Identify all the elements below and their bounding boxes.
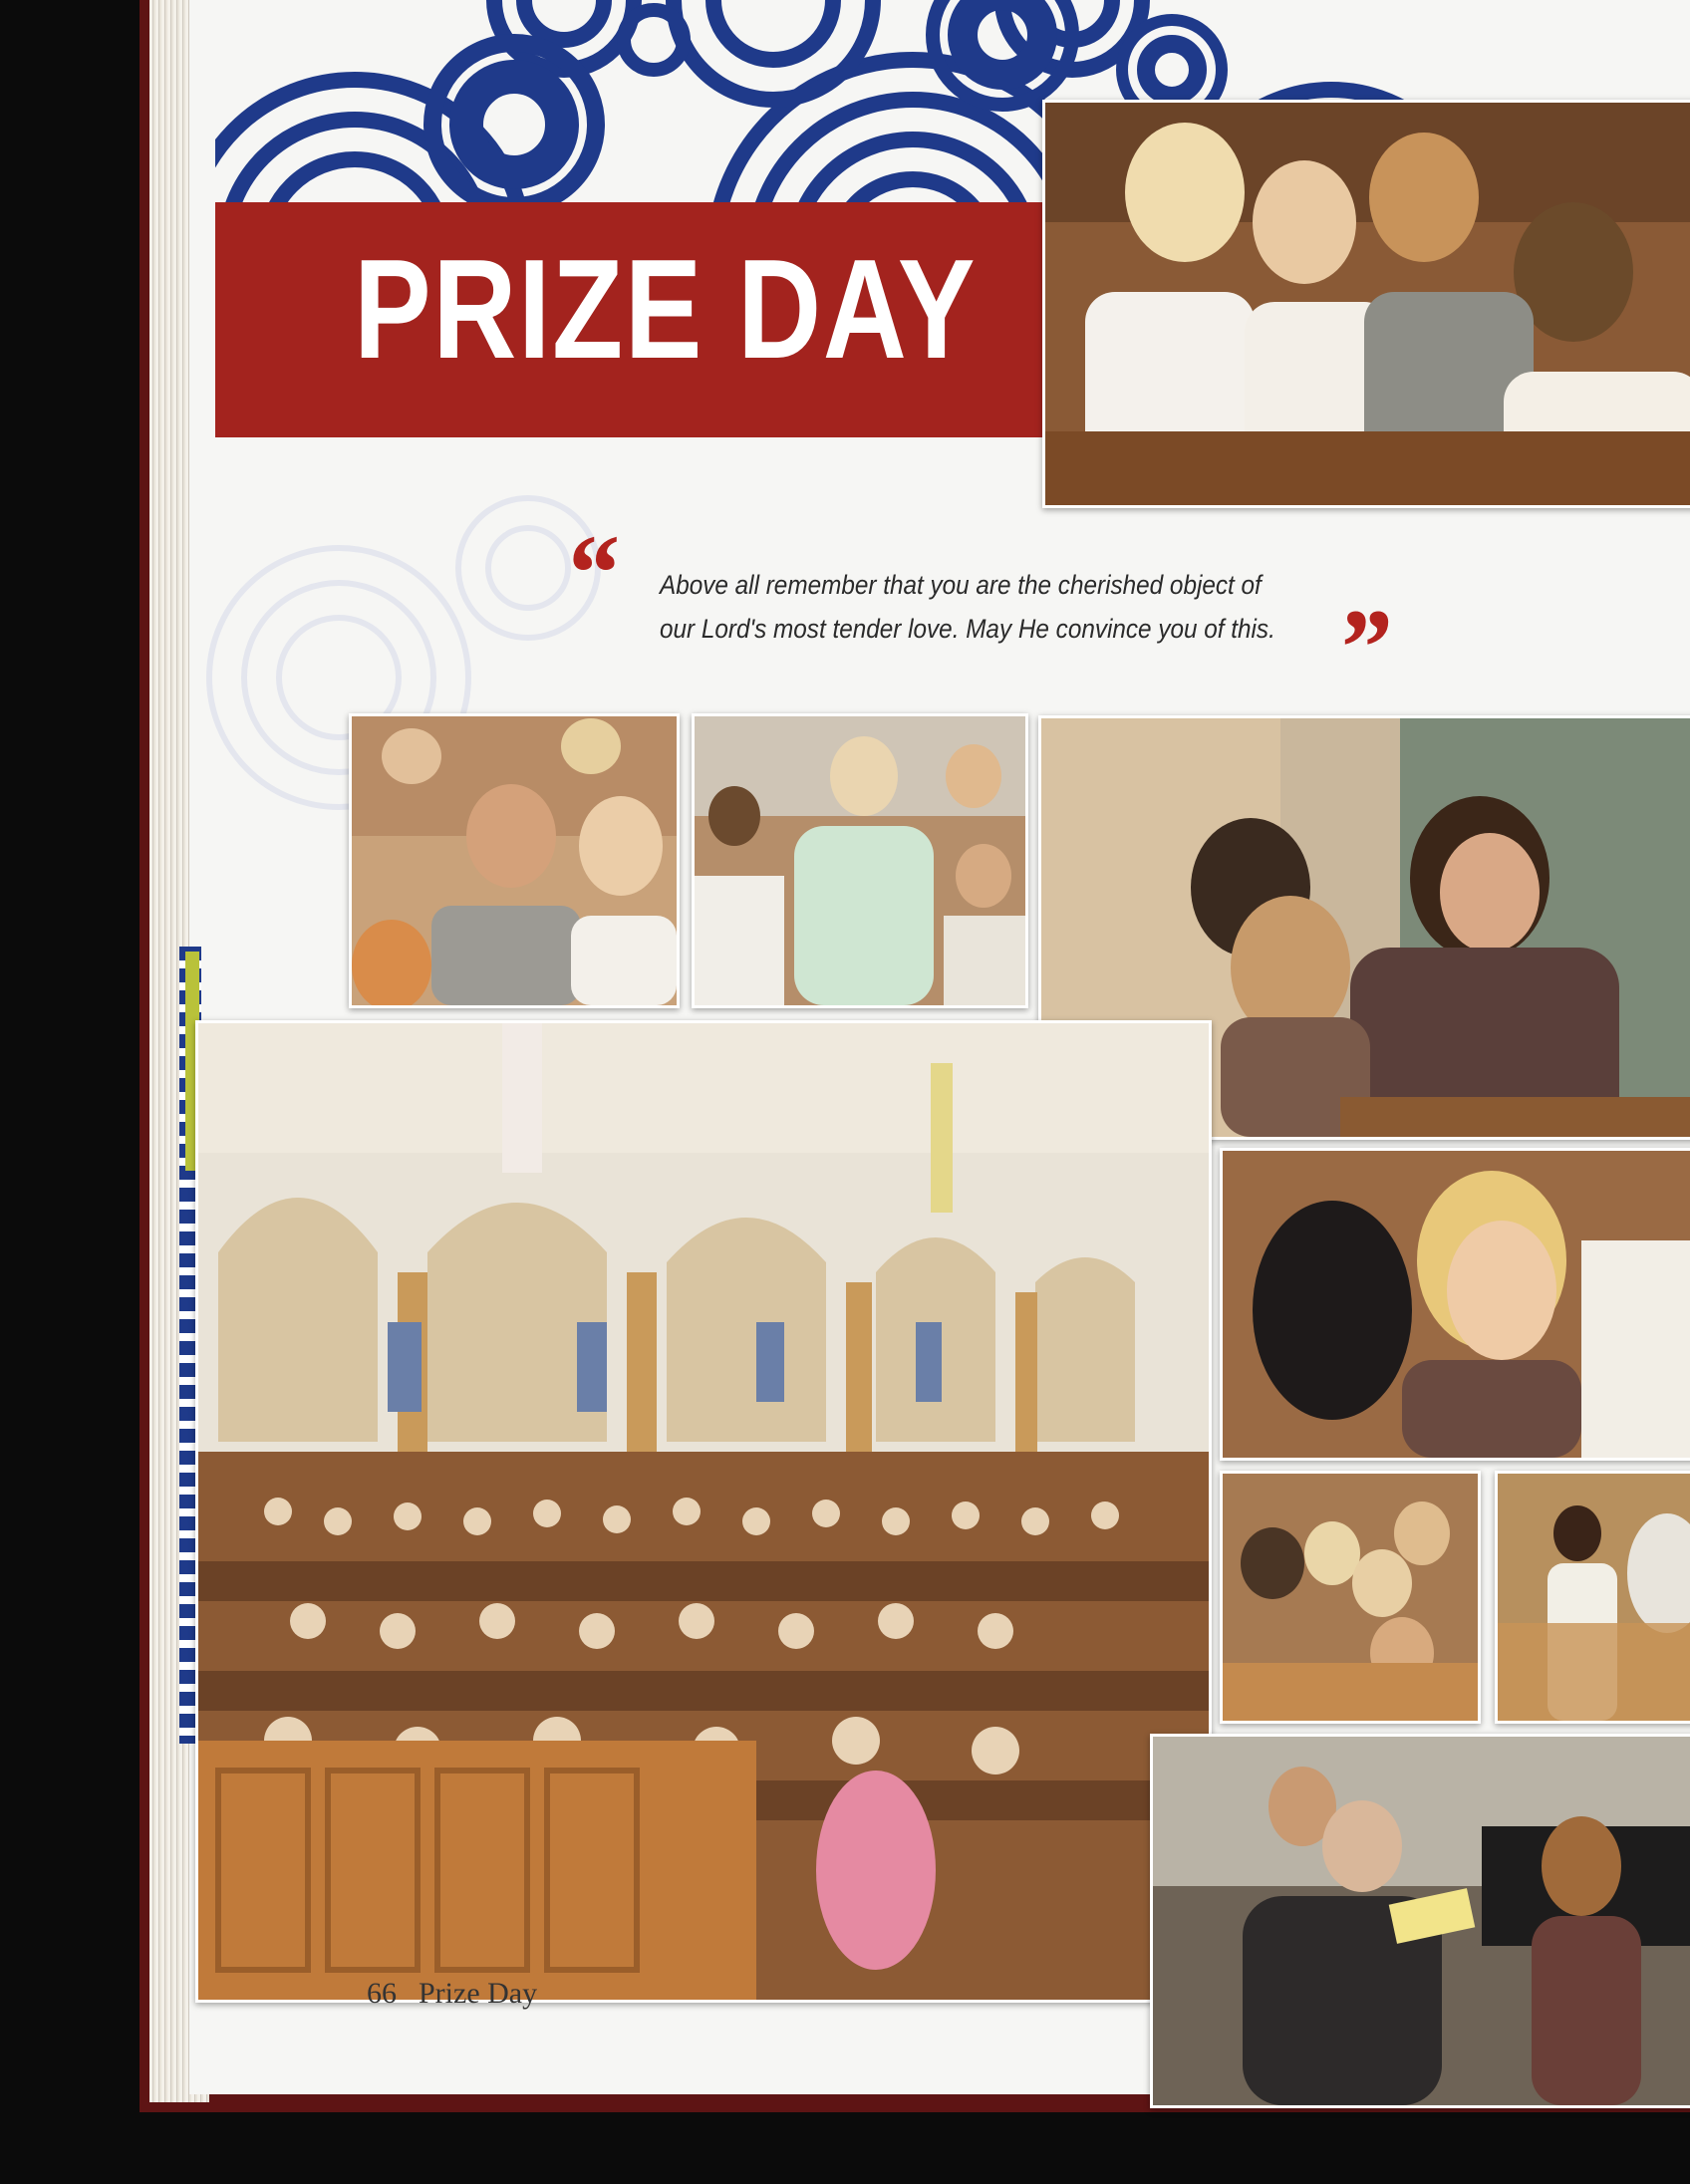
photo-church-interior-congregation [195,1020,1212,2003]
photo-man-handing-prize-girl [1150,1734,1690,2108]
page-number: 66 [367,1977,397,2010]
quote-line-2: our Lord's most tender love. May He convince you of this. [660,614,1275,644]
page-folio [367,1977,559,2011]
quote-line-1: Above all remember that you are the cherished object of [660,570,1262,600]
open-quote-mark: “ [563,512,618,634]
close-quote-mark: ” [1335,587,1390,708]
photo-woman-standing-congregation [692,713,1028,1008]
page-title: PRIZE DAY [354,230,978,389]
photo-boy-talking-pew [349,713,680,1008]
photo-girls-smiling [1220,1148,1690,1461]
quote-text [660,563,1305,651]
photo-children-in-pew [1220,1471,1481,1724]
photo-boy-receiving-prize [1495,1471,1690,1724]
page-section: Prize Day [419,1977,538,2010]
photo-children-praying-pew [1042,100,1690,508]
